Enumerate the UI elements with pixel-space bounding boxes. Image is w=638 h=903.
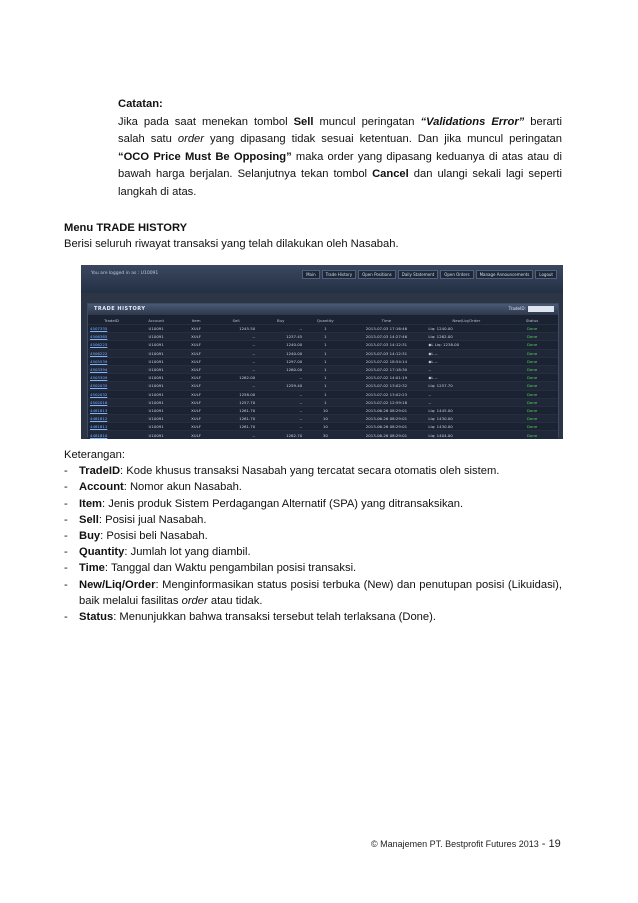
tradeid-link[interactable]: 4502032 [88, 390, 135, 398]
list-bullet: - [64, 611, 68, 624]
tradeid-link[interactable]: 4481810 [88, 431, 135, 439]
table-cell: Liq: 1257.70 [426, 382, 506, 390]
column-header: Item [191, 318, 201, 323]
tradeid-link[interactable]: 4502016 [88, 398, 135, 406]
table-cell: ◆L -- [426, 349, 506, 357]
table-cell: 1245.50 [215, 325, 257, 333]
list-bullet: - [64, 513, 68, 526]
table-cell: -- [215, 349, 257, 357]
table-cell: 2013-07-03 14:27:46 [346, 333, 426, 341]
keterangan-sep: : [155, 578, 163, 591]
table-cell: Liq: 1404.00 [426, 431, 506, 439]
table-cell: Liq: 1430.00 [426, 423, 506, 431]
table-cell: Done [506, 357, 558, 365]
table-cell: Done [506, 341, 558, 349]
trade-history-screenshot [81, 265, 563, 439]
keterangan-term: Buy [79, 530, 101, 543]
table-cell: -- [257, 415, 304, 423]
keterangan-item [64, 577, 562, 609]
keterangan-list [64, 463, 562, 625]
table-cell: -- [215, 365, 257, 373]
table-cell: U10091 [135, 406, 177, 414]
keterangan-term: TradeID [79, 465, 121, 478]
table-cell: 1240.00 [257, 341, 304, 349]
column-header: Account [148, 318, 164, 323]
table-cell: -- [215, 382, 257, 390]
table-cell: 2013-07-02 18:54:14 [346, 357, 426, 365]
page-footer [371, 838, 561, 850]
list-bullet: - [64, 530, 68, 543]
tradeid-filter-label: TradeID: [508, 306, 526, 311]
tradeid-link[interactable]: 4506223 [88, 341, 135, 349]
table-cell: 1 [304, 349, 346, 357]
tradeid-link[interactable]: 4506222 [88, 349, 135, 357]
keterangan-desc: atau tidak. [207, 594, 263, 607]
table-cell: 2013-06-26 08:29:01 [346, 406, 426, 414]
list-bullet: - [64, 497, 68, 510]
table-cell: XULF [177, 333, 215, 341]
table-cell: 1260.00 [257, 365, 304, 373]
keterangan-desc: Kode khusus transaksi Nasabah yang tercatat secara otomatis oleh sistem. [126, 465, 500, 478]
table-cell: U10091 [135, 398, 177, 406]
keterangan-desc: order [181, 594, 208, 607]
tradeid-link[interactable]: 4503309 [88, 374, 135, 382]
table-cell: 1 [304, 382, 346, 390]
keterangan-text [79, 528, 562, 544]
keterangan-term: Item [79, 497, 103, 510]
table-cell: Done [506, 423, 558, 431]
keterangan-desc: Posisi jual Nasabah. [105, 513, 207, 526]
table-cell: -- [426, 398, 506, 406]
table-row [88, 390, 558, 398]
list-bullet: - [64, 546, 68, 559]
table-row [88, 357, 558, 365]
tradeid-link[interactable]: 4481811 [88, 423, 135, 431]
keterangan-term: Time [79, 562, 105, 575]
table-cell: XULF [177, 365, 215, 373]
note-sell-bold: Sell [293, 115, 314, 128]
note-cancel-bold: Cancel [372, 168, 409, 181]
list-bullet: - [64, 578, 68, 591]
table-cell: 2013-07-03 17:16:46 [346, 325, 426, 333]
tradeid-filter-input[interactable] [528, 306, 554, 312]
table-cell: Liq: 1262.00 [426, 333, 506, 341]
table-cell: XULF [177, 341, 215, 349]
trade-history-panel [87, 303, 559, 437]
table-cell: 1 [304, 333, 346, 341]
table-row [88, 431, 558, 439]
table-cell: -- [257, 406, 304, 414]
column-header: Quantity [316, 318, 334, 323]
trade-history-table [88, 317, 558, 439]
table-cell: Done [506, 382, 558, 390]
table-cell: -- [257, 374, 304, 382]
table-row [88, 333, 558, 341]
table-row [88, 325, 558, 333]
list-bullet: - [64, 562, 68, 575]
nav-trade-history[interactable]: Trade History [322, 270, 356, 279]
table-cell: 2013-06-26 08:29:01 [346, 423, 426, 431]
table-cell: 2013-07-02 13:02:23 [346, 390, 426, 398]
table-header-row [88, 317, 558, 325]
keterangan-text [79, 496, 562, 512]
table-cell: 1 [304, 365, 346, 373]
logged-in-label: You are logged in as : U10091 [91, 271, 159, 276]
nav-logout[interactable]: Logout [535, 270, 557, 279]
keterangan-text [79, 512, 562, 528]
table-cell: U10091 [135, 333, 177, 341]
table-cell: 10 [304, 406, 346, 414]
table-cell: 1261.70 [215, 406, 257, 414]
table-cell: Liq: 1445.00 [426, 406, 506, 414]
keterangan-item [64, 544, 562, 560]
table-cell: 10 [304, 415, 346, 423]
keterangan-desc: Tanggal dan Waktu pengambilan posisi transaksi. [110, 562, 357, 575]
table-cell: XULF [177, 382, 215, 390]
note-text [118, 114, 562, 202]
table-cell: -- [215, 341, 257, 349]
keterangan-sep: : [120, 465, 127, 478]
keterangan-item [64, 496, 562, 512]
table-cell: 1 [304, 325, 346, 333]
keterangan-sep: : [123, 481, 130, 494]
table-cell: -- [215, 333, 257, 341]
panel-header [88, 304, 558, 315]
column-header: New/Liq/Order [452, 318, 481, 323]
table-cell: 2013-07-03 14:12:31 [346, 341, 426, 349]
keterangan-text [79, 560, 562, 576]
table-cell: Done [506, 406, 558, 414]
section-title: Menu TRADE HISTORY [64, 222, 188, 234]
table-cell: XULF [177, 349, 215, 357]
keterangan-text [79, 577, 562, 609]
table-cell: 1 [304, 390, 346, 398]
table-cell: 1237.45 [257, 333, 304, 341]
table-cell: XULF [177, 431, 215, 439]
table-cell: U10091 [135, 390, 177, 398]
note-order-italic: order [177, 133, 204, 146]
column-header: Sell [232, 318, 240, 323]
table-cell: Done [506, 374, 558, 382]
table-cell: Done [506, 325, 558, 333]
tradeid-link[interactable]: 4481813 [88, 406, 135, 414]
keterangan-item [64, 528, 562, 544]
table-cell: XULF [177, 406, 215, 414]
keterangan-block [64, 447, 562, 625]
table-cell: 1261.70 [215, 423, 257, 431]
table-cell: XULF [177, 325, 215, 333]
keterangan-item [64, 512, 562, 528]
table-cell: U10091 [135, 374, 177, 382]
table-row [88, 382, 558, 390]
column-header: Status [525, 318, 539, 323]
table-cell: Liq: 1430.00 [426, 415, 506, 423]
keterangan-item [64, 560, 562, 576]
table-cell: U10091 [135, 382, 177, 390]
keterangan-sep: : [104, 562, 111, 575]
table-cell: XULF [177, 374, 215, 382]
note-text-part: Jika pada saat menekan tombol [118, 115, 294, 128]
note-text-part: muncul peringatan [313, 115, 421, 128]
note-validation-error: “Validations Error” [420, 115, 525, 128]
table-cell: 10 [304, 423, 346, 431]
tradeid-link[interactable]: 4506385 [88, 333, 135, 341]
keterangan-text [79, 609, 562, 625]
column-header: Buy [276, 318, 285, 323]
table-row [88, 406, 558, 414]
table-cell: 1297.00 [257, 357, 304, 365]
keterangan-desc: Jenis produk Sistem Perdagangan Alternatif (SPA) yang ditransaksikan. [108, 497, 464, 510]
keterangan-title: Keterangan: [64, 449, 125, 461]
note-title: Catatan: [118, 98, 163, 110]
table-cell: 2013-07-02 14:01:19 [346, 374, 426, 382]
table-cell: 2013-07-02 12:59:18 [346, 398, 426, 406]
keterangan-desc: Nomor akun Nasabah. [129, 481, 242, 494]
table-cell: 1 [304, 341, 346, 349]
panel-title: TRADE HISTORY [94, 306, 146, 312]
table-cell: U10091 [135, 365, 177, 373]
list-bullet: - [64, 481, 68, 494]
table-cell: 1257.70 [215, 398, 257, 406]
table-cell: 2013-06-26 08:29:01 [346, 415, 426, 423]
table-cell: -- [215, 431, 257, 439]
list-bullet: - [64, 465, 68, 478]
table-cell: U10091 [135, 349, 177, 357]
table-cell: XULF [177, 415, 215, 423]
keterangan-term: Account [79, 481, 124, 494]
note-text-part: dan ulangi sekali lagi seperti langkah di atas. [118, 168, 562, 198]
table-cell: 1240.00 [257, 349, 304, 357]
keterangan-term: Sell [79, 513, 99, 526]
table-cell: 1 [304, 357, 346, 365]
column-header: TradeID [104, 318, 119, 323]
keterangan-sep: : [98, 513, 106, 526]
keterangan-sep: : [113, 611, 120, 624]
keterangan-sep: : [100, 530, 107, 543]
table-cell: 1261.70 [215, 415, 257, 423]
table-cell: -- [426, 390, 506, 398]
table-cell: 1258.00 [215, 390, 257, 398]
keterangan-sep: : [124, 546, 131, 559]
table-cell: U10091 [135, 341, 177, 349]
tradeid-link[interactable]: 4502035 [88, 382, 135, 390]
table-cell: 1 [304, 398, 346, 406]
nav-daily-statement[interactable]: Daily Statement [398, 270, 438, 279]
keterangan-term: Status [79, 611, 114, 624]
table-cell: Done [506, 431, 558, 439]
table-cell: -- [257, 398, 304, 406]
table-row [88, 415, 558, 423]
note-text-part: yang dipasang tidak sesuai ketentuan. Dan jika muncul peringatan [204, 133, 563, 146]
keterangan-sep: : [102, 497, 109, 510]
keterangan-text [79, 479, 562, 495]
keterangan-item [64, 463, 562, 479]
table-row [88, 365, 558, 373]
table-row [88, 341, 558, 349]
table-cell: -- [257, 325, 304, 333]
nav-open-positions[interactable]: Open Positions [358, 270, 396, 279]
note-oco-warning: “OCO Price Must Be Opposing” [118, 150, 292, 163]
table-cell: Done [506, 333, 558, 341]
table-cell: ◆L Liq: 1238.00 [426, 341, 506, 349]
tradeid-link[interactable]: 4503394 [88, 365, 135, 373]
nav-open-orders[interactable]: Open Orders [440, 270, 473, 279]
table-cell: Done [506, 365, 558, 373]
table-cell: Done [506, 415, 558, 423]
table-cell: -- [215, 357, 257, 365]
nav-manage-announcements[interactable]: Manage Announcements [476, 270, 534, 279]
table-row [88, 349, 558, 357]
table-body [88, 325, 558, 439]
table-cell: 1262.00 [215, 374, 257, 382]
table-cell: XULF [177, 390, 215, 398]
app-nav [302, 270, 557, 279]
table-cell: 30 [304, 431, 346, 439]
page-number: - 19 [538, 838, 561, 850]
note-text-part: berarti salah satu [118, 115, 563, 146]
keterangan-desc: Menunjukkan bahwa transaksi tersebut telah terlaksana (Done). [119, 611, 436, 624]
footer-copyright: © Manajemen PT. Bestprofit Futures 2013 [371, 839, 539, 849]
tradeid-link[interactable]: 4507335 [88, 325, 135, 333]
note-block [118, 96, 562, 202]
table-cell: 2013-06-26 08:29:01 [346, 431, 426, 439]
keterangan-term: Quantity [79, 546, 125, 559]
keterangan-desc: Menginformasikan status posisi terbuka (New) dan penutupan posisi (Likuidasi), baik melalui fasilitas [79, 578, 562, 607]
table-cell: U10091 [135, 423, 177, 431]
table-cell: XULF [177, 423, 215, 431]
table-cell: ◆L -- [426, 357, 506, 365]
table-cell: U10091 [135, 431, 177, 439]
table-cell: U10091 [135, 415, 177, 423]
keterangan-desc: Jumlah lot yang diambil. [130, 546, 251, 559]
table-row [88, 374, 558, 382]
table-cell: ◆L -- [426, 374, 506, 382]
table-cell: Liq: 1240.00 [426, 325, 506, 333]
table-cell: 1259.40 [257, 382, 304, 390]
table-cell: -- [257, 423, 304, 431]
table-cell: XULF [177, 398, 215, 406]
table-row [88, 398, 558, 406]
table-cell: Done [506, 398, 558, 406]
app-top-bar [81, 265, 563, 293]
section-description: Berisi seluruh riwayat transaksi yang telah dilakukan oleh Nasabah. [64, 238, 399, 250]
table-cell: 1 [304, 374, 346, 382]
tradeid-link[interactable]: 4505539 [88, 357, 135, 365]
table-cell: 2013-07-02 17:18:30 [346, 365, 426, 373]
table-cell: 2013-07-02 13:02:32 [346, 382, 426, 390]
keterangan-desc: Posisi beli Nasabah. [106, 530, 208, 543]
table-cell: -- [426, 365, 506, 373]
nav-main[interactable]: Main [302, 270, 320, 279]
table-cell: Done [506, 390, 558, 398]
keterangan-item [64, 479, 562, 495]
table-cell: 2013-07-03 14:12:31 [346, 349, 426, 357]
keterangan-text [79, 544, 562, 560]
table-cell: Done [506, 349, 558, 357]
column-header: Time [381, 318, 392, 323]
keterangan-item [64, 609, 562, 625]
table-row [88, 423, 558, 431]
table-cell: U10091 [135, 357, 177, 365]
keterangan-text [79, 463, 562, 479]
table-cell: XULF [177, 357, 215, 365]
table-cell: 1262.70 [257, 431, 304, 439]
table-cell: -- [257, 390, 304, 398]
table-cell: U10091 [135, 325, 177, 333]
keterangan-term: New/Liq/Order [79, 578, 156, 591]
tradeid-link[interactable]: 4481812 [88, 415, 135, 423]
note-text-part: maka order yang dipasang keduanya di atas atau di bawah harga berjalan. Selanjutnya tekan tombol [118, 150, 562, 181]
